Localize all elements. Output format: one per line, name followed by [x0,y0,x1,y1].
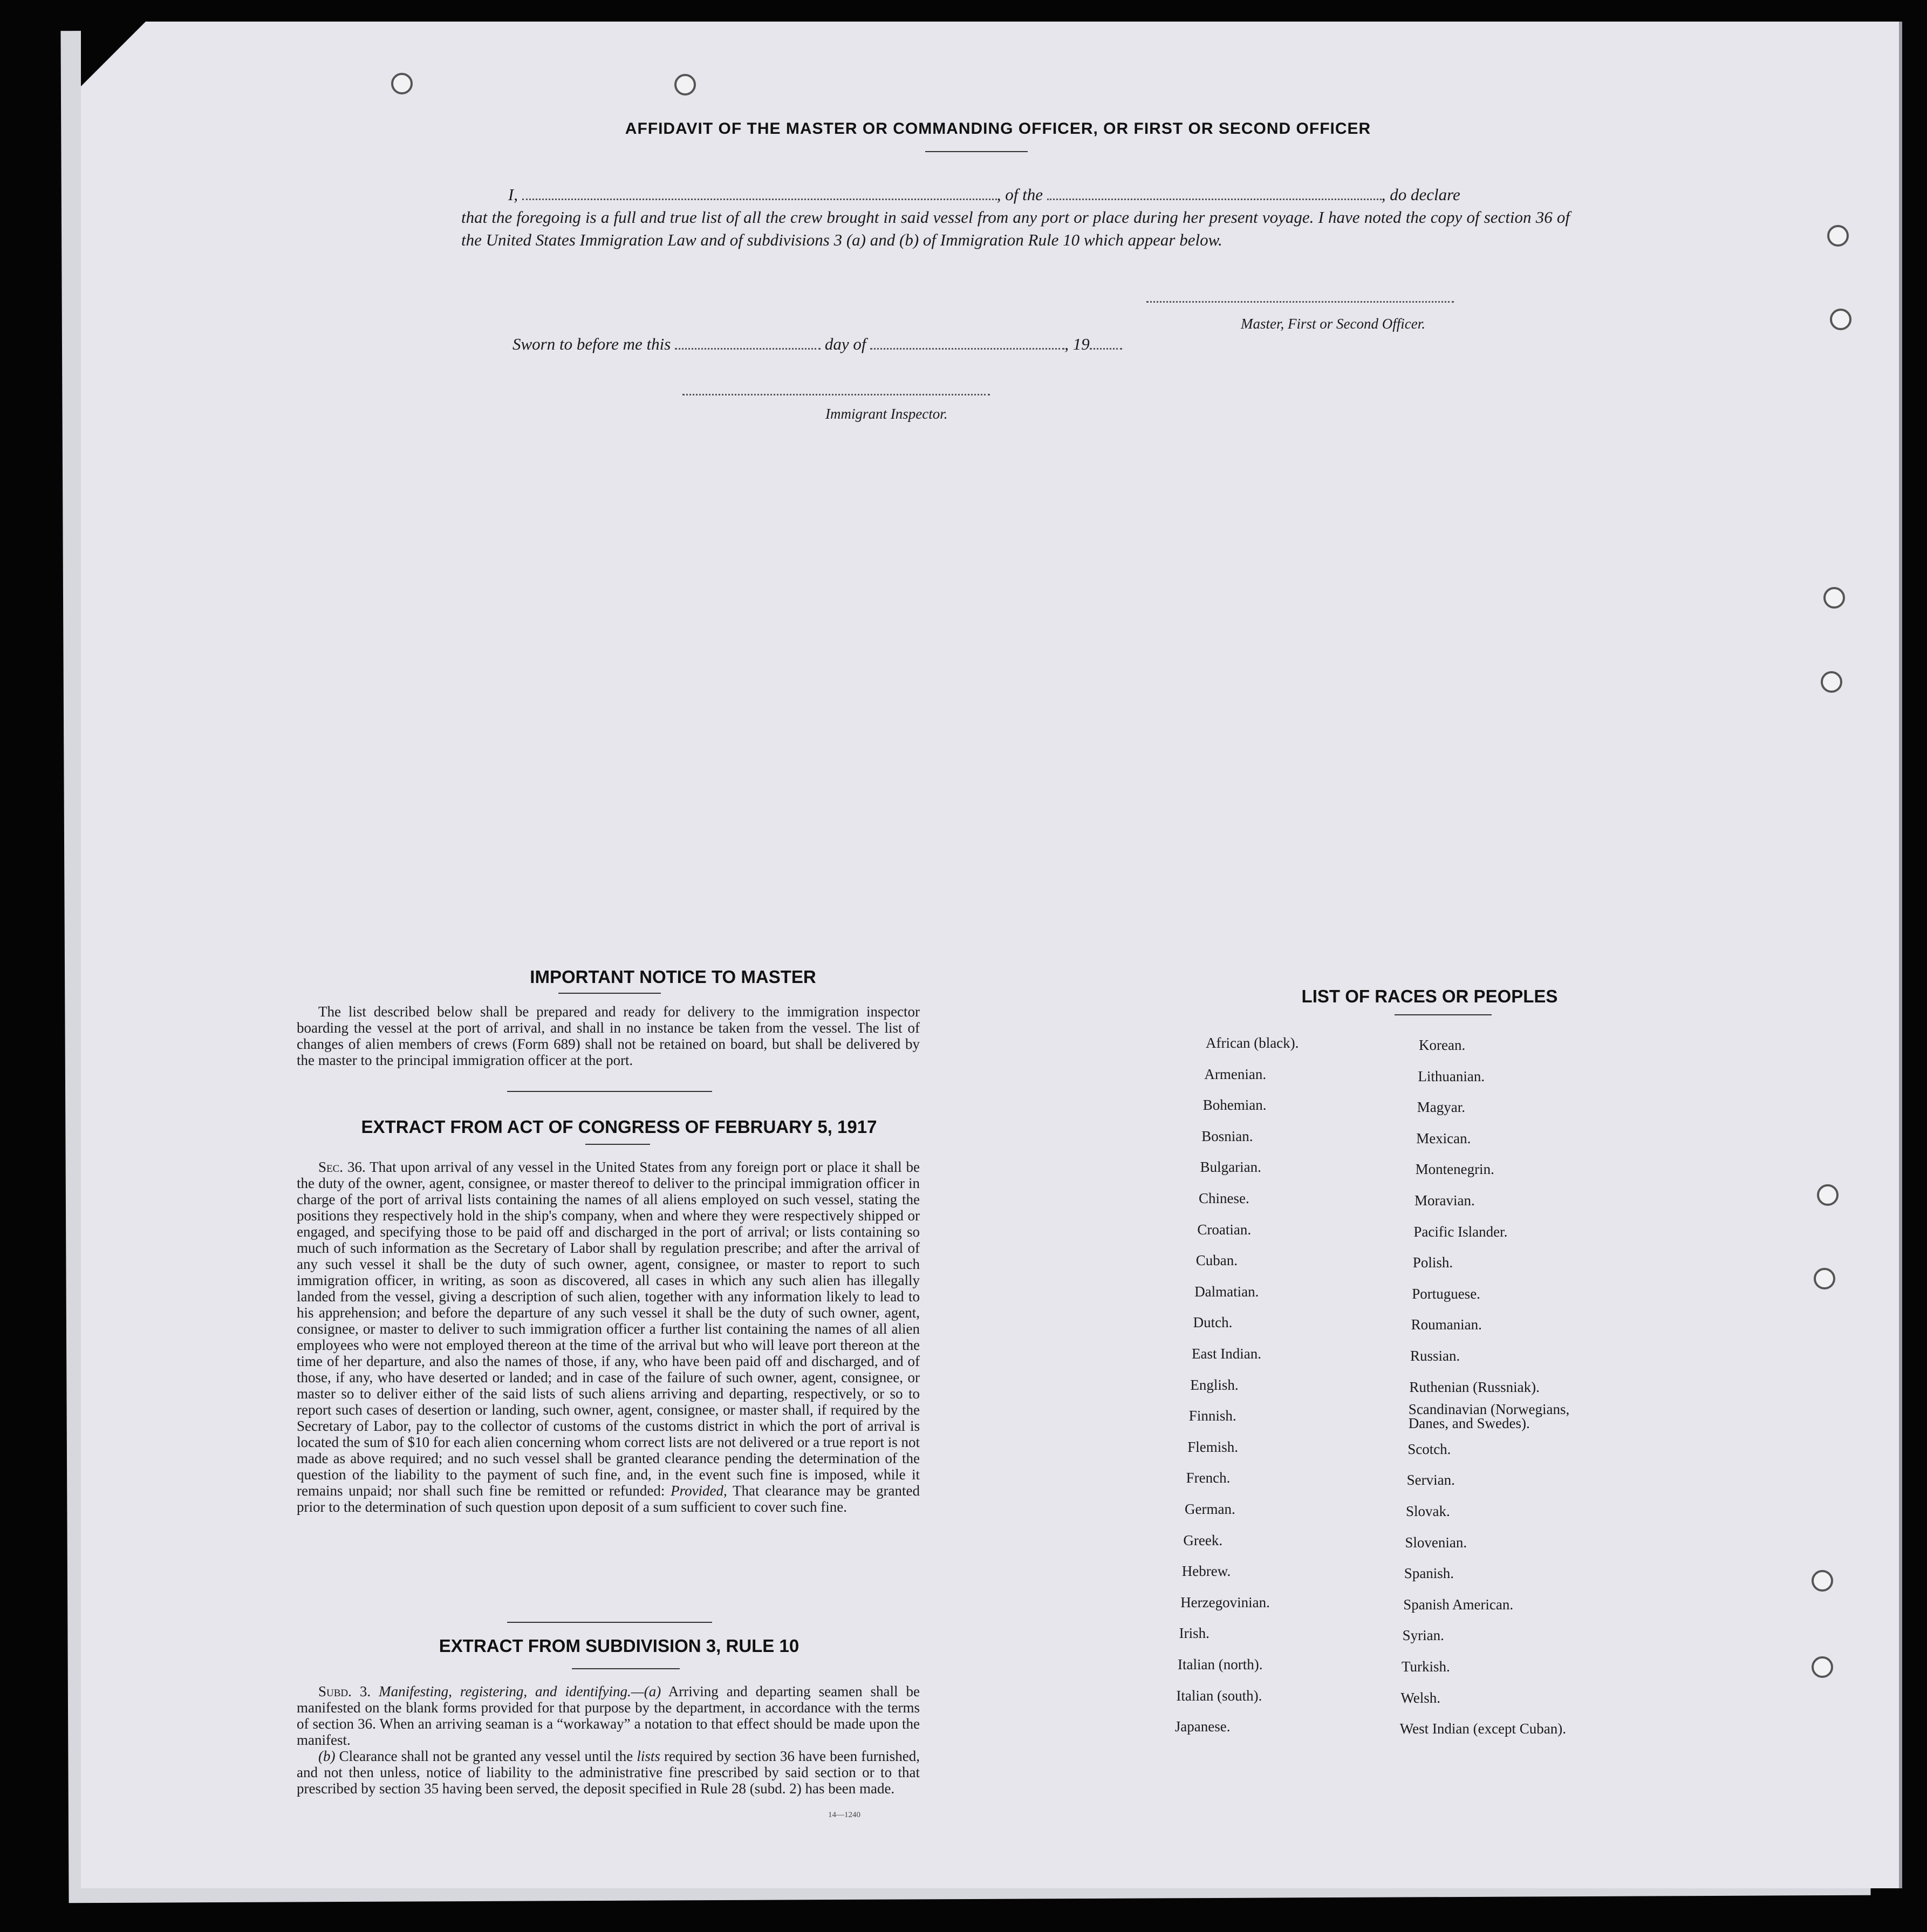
divider [507,1091,712,1092]
affidavit-text: that the foregoing is a full and true list of all the crew brought in said vessel from any port or place during her present voyage. I have noted the copy of section 36 of the United States Immigration Law and of subdivisions 3 (a) and (b) of Immigration Rule 10 which appear below. [461,208,1570,249]
race-item: Roumanian. [1411,1316,1482,1333]
race-item: Ruthenian (Russniak). [1409,1378,1540,1395]
rule-extract-subd-b [297,1748,920,1797]
punch-hole-icon [1814,1268,1835,1289]
punch-hole-icon [1812,1656,1833,1678]
race-item: Dalmatian. [1194,1283,1259,1300]
rule-extract-subd-a [297,1683,920,1748]
race-item: Greek. [1183,1532,1223,1548]
race-item: Armenian. [1204,1066,1267,1082]
race-item: Pacific Islander. [1413,1223,1508,1240]
race-item: Bosnian. [1201,1128,1253,1144]
punch-hole-icon [1823,587,1845,609]
punch-hole-icon [1817,1184,1839,1206]
notice-title: IMPORTANT NOTICE TO MASTER [530,967,816,987]
divider [558,993,661,994]
day-of-label: day of [824,334,866,353]
signature-label: Master, First or Second Officer. [1241,316,1425,332]
race-item: Slovak. [1406,1503,1450,1519]
race-item: African (black). [1206,1035,1299,1051]
race-item: Magyar. [1417,1099,1466,1116]
inspector-label: Immigrant Inspector. [825,406,948,422]
document-page [81,22,1902,1888]
race-item: Croatian. [1197,1221,1252,1238]
race-item: Italian (north). [1178,1656,1263,1672]
year-prefix-label: , 19 [1064,334,1090,353]
divider [572,1668,680,1669]
race-item: Moravian. [1414,1192,1475,1209]
race-item: Herzegovinian. [1180,1594,1270,1610]
subd-label: Subd. 3. [318,1683,371,1699]
race-item: Irish. [1179,1625,1210,1642]
section-text: That upon arrival of any vessel in the United States from any foreign port or place it shall be the duty of the owner, agent, consignee, or master thereof to deliver to the principal immigration officer in charge of the port of arrival lists containing the names of all aliens employed on such vessel, stating the positions they respectively hold in the ship's company, when and where they were respectively shipped or engaged, and specifying those to be paid off and discharged in the port of arrival; or lists containing so much of such information as the Secretary of Labor shall by regulation prescribe; and after the arrival of any such vessel it shall be the duty of such owner, agent, consignee, or master to report to such immigration officer, in writing, as soon as discovered, all cases in which any such alien has illegally landed from the vessel, giving a description of such alien, together with any information likely to lead to his apprehension; and before the departure of any such vessel it shall be the duty of such owner, agent, consignee, or master to deliver to such immigration officer a further list containing the names of all alien employees who were not employed thereon at the time of the arrival but who will leave port thereon at the time of her departure, and also the names of those, if any, who have been paid off and discharged, and of those, if any, who have deserted or landed; and in case of the failure of such owner, agent, consignee, or master so to deliver either of the said lists of such aliens arriving and departing, respectively, or so to report such cases of desertion or landing, such owner, agent, consignee, or master shall, if required by the Secretary of Labor, pay to the collector of customs of the customs district in which the port of arrival is located the sum of $10 for each alien concerning whom correct lists are not delivered or a true report is not made as above required; and no such vessel shall be granted clearance pending the determination of the question of the liability to the payment of such fine, and, in the event such fine is imposed, while it remains unpaid; nor shall such fine be remitted or refunded: [297,1159,920,1499]
sworn-label: Sworn to before me this [512,334,671,353]
punch-hole-icon [1821,671,1842,693]
inspector-signature-line[interactable] [682,394,990,395]
race-item: Servian. [1406,1472,1455,1489]
affidavit-title: AFFIDAVIT OF THE MASTER OR COMMANDING OFFICER, OR FIRST OR SECOND OFFICER [625,120,1371,138]
punch-hole-icon [1827,225,1849,247]
notice-text: The list described below shall be prepared and ready for delivery to the immigration inspector boarding the vessel at the port of arrival, and shall in no instance be taken from the vessel. The list of changes of alien members of crews (Form 689) shall not be retained on board, but shall be delivered by the master to the principal immigration officer at the port. [297,1003,920,1068]
vessel-blank[interactable] [1047,183,1382,200]
race-item: French. [1186,1470,1231,1486]
race-item: Japanese. [1174,1718,1231,1735]
race-item: Lithuanian. [1418,1068,1485,1084]
race-item: Korean. [1419,1037,1466,1053]
race-item: Flemish. [1187,1438,1238,1455]
race-item: Italian (south). [1176,1687,1262,1704]
race-item: Spanish. [1404,1565,1454,1582]
races-title: LIST OF RACES OR PEOPLES [1301,986,1558,1006]
race-item: English. [1190,1376,1239,1393]
sworn-line [512,333,1122,354]
divider [1395,1014,1492,1015]
affidavit-declaration-line [459,183,1570,206]
race-item: Russian. [1410,1348,1460,1364]
punch-hole-icon [391,73,413,94]
race-item: West Indian (except Cuban). [1399,1721,1567,1737]
race-item: Scandinavian (Norwegians, Danes, and Swedes). [1408,1401,1570,1432]
race-item: Bulgarian. [1200,1159,1261,1176]
race-item: East Indian. [1192,1346,1261,1362]
race-item: Bohemian. [1202,1097,1267,1114]
subd-b-text-1: Clearance shall not be granted any vessel until the [339,1748,633,1764]
divider [507,1622,712,1623]
signature-line[interactable] [1146,301,1454,303]
subd-b-text-2: required by section 36 have been furnished, and not then unless, notice of liability to the administrative fine prescribed by said section or to that prescribed by section 35 having been served, the deposit specified in Rule 28 (subd. 2) has been made. [297,1748,920,1797]
act-extract-body [297,1159,920,1515]
race-item: Finnish. [1188,1408,1236,1424]
race-item: Spanish American. [1403,1596,1514,1613]
subd-b-label: (b) [318,1748,336,1764]
affidavit-i-label: I, [508,185,518,204]
race-item: Syrian. [1402,1627,1444,1644]
proviso-text: That clearance may be granted prior to the determination of such question upon deposit of a sum sufficient to cover such fine. [297,1483,920,1515]
race-item: Hebrew. [1181,1563,1231,1580]
proviso-label: Provided, [671,1483,727,1499]
name-blank[interactable] [522,183,997,200]
race-item: Portuguese. [1412,1285,1480,1302]
race-item: Dutch. [1193,1314,1233,1331]
affidavit-declare-label: , do declare [1381,185,1460,204]
subd-heading: Manifesting, registering, and identifying.—(a) [379,1683,661,1699]
form-number: 14—1240 [828,1811,860,1819]
punch-hole-icon [1812,1570,1833,1592]
race-item: Cuban. [1195,1252,1238,1269]
day-blank[interactable] [675,333,821,350]
race-item: Polish. [1412,1254,1453,1271]
folded-corner [81,22,146,86]
punch-hole-icon [674,74,696,95]
year-blank[interactable] [1090,333,1122,350]
rule-extract-title: EXTRACT FROM SUBDIVISION 3, RULE 10 [439,1636,800,1656]
race-item: Mexican. [1416,1130,1471,1146]
month-blank[interactable] [870,333,1064,350]
race-item: German. [1185,1501,1235,1517]
affidavit-of-the-label: , of the [996,185,1043,204]
race-item: Chinese. [1199,1190,1249,1206]
divider [585,1144,650,1145]
race-item: Montenegrin. [1415,1161,1494,1178]
subd-b-lists: lists [637,1748,660,1764]
divider [925,151,1028,152]
race-item: Slovenian. [1405,1534,1467,1551]
race-item: Welsh. [1400,1689,1440,1706]
subd-a-text: Arriving and departing seamen shall be manifested on the blank forms provided for that purpose by the department, in accordance with the terms of section 36. When an arriving seaman is a “workaway” a notation to that effect should be made upon the manifest. [297,1683,920,1748]
act-extract-title: EXTRACT FROM ACT OF CONGRESS OF FEBRUARY 5, 1917 [361,1117,877,1137]
race-item: Scotch. [1407,1441,1451,1457]
race-item: Turkish. [1402,1658,1450,1675]
section-label: Sec. 36. [318,1159,366,1175]
punch-hole-icon [1830,309,1851,330]
